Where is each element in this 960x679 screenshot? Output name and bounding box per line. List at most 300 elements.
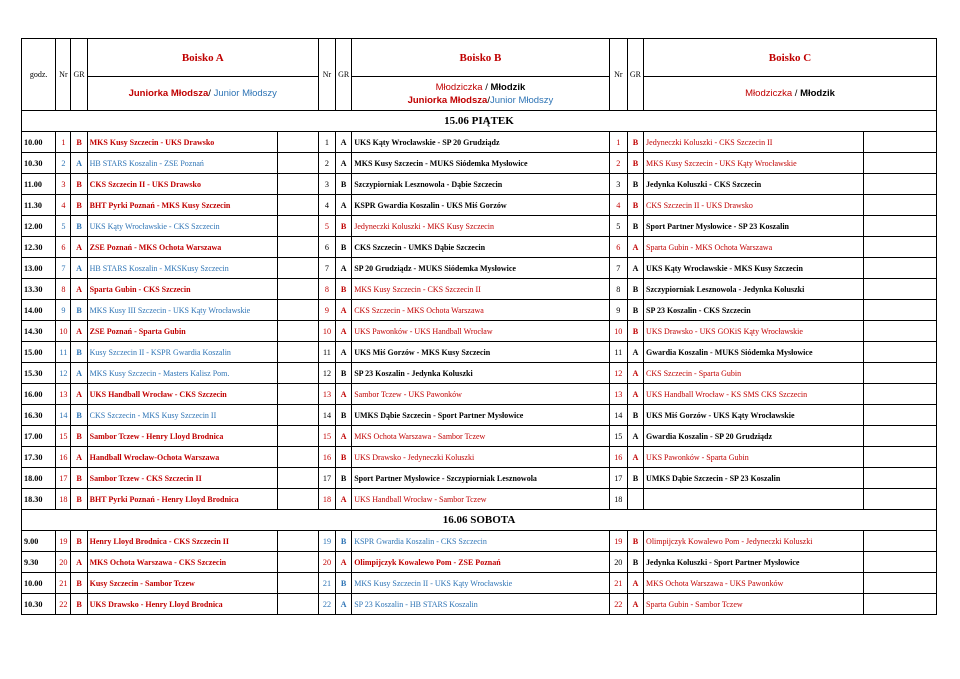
match-group: A xyxy=(336,300,352,321)
match-teams: Henry Lloyd Brodnica - CKS Szczecin II xyxy=(87,531,278,552)
match-teams: UKS Kąty Wrocławskie - CKS Szczecin xyxy=(87,216,278,237)
match-number: 10 xyxy=(318,321,335,342)
match-group: A xyxy=(627,258,643,279)
match-teams: SP 20 Grudziądz - MUKS Siódemka Mysłowice xyxy=(352,258,610,279)
result-cell xyxy=(864,594,937,615)
match-number: 4 xyxy=(56,195,71,216)
schedule-body xyxy=(22,39,937,615)
match-time: 18.00 xyxy=(22,468,56,489)
match-number: 17 xyxy=(609,468,627,489)
match-teams xyxy=(644,489,864,510)
result-cell xyxy=(278,447,318,468)
match-teams: Gwardia Koszalin - MUKS Siódemka Mysłowice xyxy=(644,342,864,363)
gr-column-header-b: GR xyxy=(336,39,352,111)
match-group: B xyxy=(71,426,87,447)
match-teams: Handball Wrocław-Ochota Warszawa xyxy=(87,447,278,468)
match-number: 10 xyxy=(609,321,627,342)
match-number: 8 xyxy=(56,279,71,300)
result-cell xyxy=(864,216,937,237)
match-group: A xyxy=(71,321,87,342)
result-cell xyxy=(278,321,318,342)
result-cell xyxy=(864,363,937,384)
match-group: B xyxy=(71,195,87,216)
match-teams: Szczypiorniak Lesznowola - Dąbie Szczecin xyxy=(352,174,610,195)
header-row-titles xyxy=(22,39,937,77)
match-row xyxy=(22,174,937,195)
match-teams: UKS Handball Wrocław - CKS Szczecin xyxy=(87,384,278,405)
match-group: A xyxy=(71,258,87,279)
match-group: B xyxy=(336,279,352,300)
category-label: / xyxy=(482,81,491,93)
category-line xyxy=(354,81,607,94)
match-time: 17.30 xyxy=(22,447,56,468)
result-cell xyxy=(278,573,318,594)
match-time: 12.30 xyxy=(22,237,56,258)
match-teams: HB STARS Koszalin - ZSE Poznań xyxy=(87,153,278,174)
category-label: Juniorka Młodsza xyxy=(128,88,209,99)
match-row xyxy=(22,300,937,321)
match-number: 22 xyxy=(609,594,627,615)
match-time: 10.00 xyxy=(22,573,56,594)
match-row xyxy=(22,594,937,615)
match-teams: ZSE Poznań - MKS Ochota Warszawa xyxy=(87,237,278,258)
match-number: 19 xyxy=(318,531,335,552)
match-teams: BHT Pyrki Poznań - MKS Kusy Szczecin xyxy=(87,195,278,216)
match-number: 16 xyxy=(318,447,335,468)
category-label: Juniorka Młodsza xyxy=(407,94,488,106)
match-group: B xyxy=(336,468,352,489)
match-teams: Sport Partner Mysłowice - Szczypiorniak Lesznowola xyxy=(352,468,610,489)
match-number: 17 xyxy=(56,468,71,489)
match-number: 6 xyxy=(56,237,71,258)
result-cell xyxy=(864,447,937,468)
time-column-header: godz. xyxy=(22,39,56,111)
match-time: 13.30 xyxy=(22,279,56,300)
match-teams: SP 23 Koszalin - Jedynka Koluszki xyxy=(352,363,610,384)
match-group: B xyxy=(71,468,87,489)
match-number: 5 xyxy=(318,216,335,237)
match-group: B xyxy=(627,300,643,321)
match-group: B xyxy=(627,153,643,174)
field-a-categories xyxy=(87,77,318,111)
match-row xyxy=(22,237,937,258)
match-number: 15 xyxy=(318,426,335,447)
match-teams: Sambor Tczew - Henry Lloyd Brodnica xyxy=(87,426,278,447)
match-row xyxy=(22,426,937,447)
match-number: 18 xyxy=(609,489,627,510)
match-teams: MKS Kusy Szczecin - UKS Kąty Wrocławskie xyxy=(644,153,864,174)
match-teams: Olimpijczyk Kowalewo Pom - Jedyneczki Koluszki xyxy=(644,531,864,552)
match-number: 3 xyxy=(318,174,335,195)
match-number: 6 xyxy=(609,237,627,258)
result-cell xyxy=(864,195,937,216)
match-number: 6 xyxy=(318,237,335,258)
match-number: 7 xyxy=(318,258,335,279)
match-teams: Kusy Szczecin II - KSPR Gwardia Koszalin xyxy=(87,342,278,363)
result-cell xyxy=(278,531,318,552)
match-teams: Jedyneczki Koluszki - CKS Szczecin II xyxy=(644,132,864,153)
match-group: A xyxy=(627,447,643,468)
match-group: B xyxy=(627,405,643,426)
result-cell xyxy=(278,153,318,174)
result-cell xyxy=(278,132,318,153)
result-cell xyxy=(864,573,937,594)
gr-column-header-c: GR xyxy=(627,39,643,111)
match-group: B xyxy=(71,405,87,426)
match-number: 10 xyxy=(56,321,71,342)
match-group: B xyxy=(627,216,643,237)
match-teams: MKS Kusy Szczecin - Masters Kalisz Pom. xyxy=(87,363,278,384)
result-cell xyxy=(864,153,937,174)
match-number: 2 xyxy=(318,153,335,174)
match-group: B xyxy=(71,573,87,594)
match-row xyxy=(22,489,937,510)
match-number: 7 xyxy=(609,258,627,279)
gr-column-header-a: GR xyxy=(71,39,87,111)
match-time: 10.30 xyxy=(22,153,56,174)
match-teams: HB STARS Koszalin - MKSKusy Szczecin xyxy=(87,258,278,279)
match-row xyxy=(22,132,937,153)
result-cell xyxy=(278,237,318,258)
match-group: A xyxy=(336,132,352,153)
category-label: Młodzik xyxy=(800,88,835,99)
match-teams: UKS Handball Wrocław - Sambor Tczew xyxy=(352,489,610,510)
match-group: A xyxy=(336,258,352,279)
result-cell xyxy=(278,174,318,195)
match-teams: UMKS Dąbie Szczecin - Sport Partner Mysłowice xyxy=(352,405,610,426)
result-cell xyxy=(278,426,318,447)
match-teams: CKS Szczecin II - UKS Drawsko xyxy=(87,174,278,195)
match-number: 18 xyxy=(56,489,71,510)
result-cell xyxy=(864,531,937,552)
match-group: B xyxy=(336,237,352,258)
match-group: B xyxy=(71,342,87,363)
match-number: 21 xyxy=(56,573,71,594)
match-teams: UKS Kąty Wrocławskie - MKS Kusy Szczecin xyxy=(644,258,864,279)
match-teams: Sambor Tczew - UKS Pawonków xyxy=(352,384,610,405)
match-number: 14 xyxy=(609,405,627,426)
match-time: 15.30 xyxy=(22,363,56,384)
match-group: A xyxy=(71,552,87,573)
match-teams: UKS Miś Gorzów - UKS Kąty Wrocławskie xyxy=(644,405,864,426)
result-cell xyxy=(864,237,937,258)
match-number: 15 xyxy=(609,426,627,447)
category-label: / xyxy=(208,88,214,99)
field-c-categories xyxy=(644,77,937,111)
match-time: 9.30 xyxy=(22,552,56,573)
match-number: 2 xyxy=(609,153,627,174)
result-cell xyxy=(864,342,937,363)
match-teams: UKS Drawsko - Henry Lloyd Brodnica xyxy=(87,594,278,615)
match-number: 20 xyxy=(56,552,71,573)
match-number: 8 xyxy=(318,279,335,300)
nr-column-header-b: Nr xyxy=(318,39,335,111)
match-row xyxy=(22,279,937,300)
match-teams: UKS Kąty Wrocławskie - SP 20 Grudziądz xyxy=(352,132,610,153)
match-teams: BHT Pyrki Poznań - Henry Lloyd Brodnica xyxy=(87,489,278,510)
match-row xyxy=(22,468,937,489)
result-cell xyxy=(278,195,318,216)
match-group: B xyxy=(336,573,352,594)
match-number: 16 xyxy=(609,447,627,468)
match-group: B xyxy=(71,531,87,552)
match-group: B xyxy=(627,531,643,552)
match-number: 14 xyxy=(56,405,71,426)
day-label: 16.06 SOBOTA xyxy=(22,510,937,531)
match-teams: Jedynka Koluszki - CKS Szczecin xyxy=(644,174,864,195)
match-number: 1 xyxy=(56,132,71,153)
category-label: Młodziczka xyxy=(745,88,793,99)
match-group: B xyxy=(336,447,352,468)
match-group: A xyxy=(627,594,643,615)
match-teams: CKS Szczecin - MKS Ochota Warszawa xyxy=(352,300,610,321)
match-group: B xyxy=(71,594,87,615)
match-number: 12 xyxy=(318,363,335,384)
match-group: B xyxy=(627,174,643,195)
match-group: B xyxy=(627,321,643,342)
match-teams: Sparta Gubin - CKS Szczecin xyxy=(87,279,278,300)
match-group: B xyxy=(336,531,352,552)
match-group: A xyxy=(336,384,352,405)
match-group: A xyxy=(336,552,352,573)
result-cell xyxy=(864,174,937,195)
result-cell xyxy=(864,489,937,510)
match-group: A xyxy=(336,153,352,174)
match-group: A xyxy=(336,594,352,615)
day-header-row xyxy=(22,111,937,132)
match-time: 14.30 xyxy=(22,321,56,342)
match-time: 17.00 xyxy=(22,426,56,447)
schedule-table xyxy=(21,38,937,615)
match-teams: UKS Drawsko - Jedyneczki Koluszki xyxy=(352,447,610,468)
match-group: A xyxy=(336,426,352,447)
match-time: 16.30 xyxy=(22,405,56,426)
match-teams: Kusy Szczecin - Sambor Tczew xyxy=(87,573,278,594)
match-number: 11 xyxy=(609,342,627,363)
category-label: / xyxy=(792,88,801,99)
result-cell xyxy=(864,258,937,279)
match-number: 9 xyxy=(318,300,335,321)
match-teams: Sambor Tczew - CKS Szczecin II xyxy=(87,468,278,489)
day-label: 15.06 PIĄTEK xyxy=(22,111,937,132)
match-row xyxy=(22,321,937,342)
match-group: B xyxy=(336,174,352,195)
field-c-title: Boisko C xyxy=(644,39,937,77)
match-teams: UMKS Dąbie Szczecin - SP 23 Koszalin xyxy=(644,468,864,489)
category-line xyxy=(646,87,934,100)
result-cell xyxy=(278,216,318,237)
match-group: A xyxy=(627,363,643,384)
match-row xyxy=(22,531,937,552)
match-group: A xyxy=(336,321,352,342)
match-teams: Szczypiorniak Lesznowola - Jedynka Koluszki xyxy=(644,279,864,300)
nr-column-header-a: Nr xyxy=(56,39,71,111)
match-teams: Sparta Gubin - MKS Ochota Warszawa xyxy=(644,237,864,258)
match-number: 4 xyxy=(318,195,335,216)
header-row-categories xyxy=(22,77,937,111)
match-number: 21 xyxy=(609,573,627,594)
match-group: A xyxy=(71,447,87,468)
match-row xyxy=(22,153,937,174)
result-cell xyxy=(278,405,318,426)
match-teams: CKS Szczecin - MKS Kusy Szczecin II xyxy=(87,405,278,426)
match-group: A xyxy=(71,237,87,258)
match-time: 12.00 xyxy=(22,216,56,237)
match-row xyxy=(22,552,937,573)
match-teams: MKS Ochota Warszawa - CKS Szczecin xyxy=(87,552,278,573)
match-number: 1 xyxy=(609,132,627,153)
match-number: 11 xyxy=(56,342,71,363)
match-number: 3 xyxy=(609,174,627,195)
match-time: 15.00 xyxy=(22,342,56,363)
match-group: A xyxy=(627,237,643,258)
match-group: B xyxy=(336,405,352,426)
match-number: 12 xyxy=(609,363,627,384)
result-cell xyxy=(278,489,318,510)
match-number: 2 xyxy=(56,153,71,174)
match-teams: MKS Kusy Szczecin - CKS Szczecin II xyxy=(352,279,610,300)
match-group: A xyxy=(71,279,87,300)
match-group: B xyxy=(71,132,87,153)
nr-column-header-c: Nr xyxy=(609,39,627,111)
match-group: A xyxy=(336,489,352,510)
match-number: 9 xyxy=(56,300,71,321)
match-number: 13 xyxy=(318,384,335,405)
match-time: 11.00 xyxy=(22,174,56,195)
result-cell xyxy=(278,594,318,615)
match-group: A xyxy=(71,363,87,384)
match-group: B xyxy=(71,174,87,195)
category-line xyxy=(90,87,316,100)
result-cell xyxy=(864,279,937,300)
match-teams: KSPR Gwardia Koszalin - UKS Miś Gorzów xyxy=(352,195,610,216)
match-number: 18 xyxy=(318,489,335,510)
match-group: B xyxy=(627,279,643,300)
match-teams: UKS Pawonków - Sparta Gubin xyxy=(644,447,864,468)
match-group: A xyxy=(71,153,87,174)
match-group: B xyxy=(71,216,87,237)
match-row xyxy=(22,195,937,216)
match-teams: MKS Ochota Warszawa - UKS Pawonków xyxy=(644,573,864,594)
match-teams: UKS Pawonków - UKS Handball Wrocław xyxy=(352,321,610,342)
match-number: 9 xyxy=(609,300,627,321)
field-b-title: Boisko B xyxy=(352,39,610,77)
match-time: 16.00 xyxy=(22,384,56,405)
result-cell xyxy=(864,405,937,426)
match-number: 13 xyxy=(56,384,71,405)
match-number: 12 xyxy=(56,363,71,384)
match-row xyxy=(22,258,937,279)
result-cell xyxy=(278,279,318,300)
match-number: 21 xyxy=(318,573,335,594)
match-group: B xyxy=(627,468,643,489)
match-time: 18.30 xyxy=(22,489,56,510)
match-row xyxy=(22,342,937,363)
match-teams: Jedyneczki Koluszki - MKS Kusy Szczecin xyxy=(352,216,610,237)
match-teams: Sport Partner Mysłowice - SP 23 Koszalin xyxy=(644,216,864,237)
match-row xyxy=(22,363,937,384)
result-cell xyxy=(864,468,937,489)
match-teams: Sparta Gubin - Sambor Tczew xyxy=(644,594,864,615)
result-cell xyxy=(864,384,937,405)
match-row xyxy=(22,447,937,468)
result-cell xyxy=(278,363,318,384)
category-line xyxy=(354,94,607,107)
match-number: 16 xyxy=(56,447,71,468)
match-teams: Jedynka Koluszki - Sport Partner Mysłowice xyxy=(644,552,864,573)
match-time: 14.00 xyxy=(22,300,56,321)
match-teams: MKS Kusy Szczecin - MUKS Siódemka Mysłowice xyxy=(352,153,610,174)
match-teams: CKS Szczecin - Sparta Gubin xyxy=(644,363,864,384)
match-group xyxy=(627,489,643,510)
match-number: 20 xyxy=(318,552,335,573)
result-cell xyxy=(278,342,318,363)
match-group: B xyxy=(336,363,352,384)
result-cell xyxy=(864,321,937,342)
result-cell xyxy=(864,300,937,321)
match-teams: CKS Szczecin II - UKS Drawsko xyxy=(644,195,864,216)
match-group: B xyxy=(627,195,643,216)
match-teams: Gwardia Koszalin - SP 20 Grudziądz xyxy=(644,426,864,447)
match-number: 1 xyxy=(318,132,335,153)
category-label: Młodzik xyxy=(490,81,526,93)
result-cell xyxy=(864,132,937,153)
result-cell xyxy=(278,552,318,573)
category-label: / xyxy=(487,94,490,106)
match-number: 4 xyxy=(609,195,627,216)
match-number: 5 xyxy=(56,216,71,237)
match-number: 14 xyxy=(318,405,335,426)
match-number: 20 xyxy=(609,552,627,573)
match-teams: MKS Kusy III Szczecin - UKS Kąty Wrocławskie xyxy=(87,300,278,321)
match-number: 22 xyxy=(318,594,335,615)
category-label: Junior Młodszy xyxy=(213,88,277,99)
match-teams: SP 23 Koszalin - CKS Szczecin xyxy=(644,300,864,321)
result-cell xyxy=(278,300,318,321)
match-number: 19 xyxy=(56,531,71,552)
match-group: B xyxy=(336,216,352,237)
match-number: 3 xyxy=(56,174,71,195)
category-label: Młodziczka xyxy=(435,81,483,93)
match-group: B xyxy=(627,132,643,153)
match-time: 13.00 xyxy=(22,258,56,279)
match-teams: UKS Miś Gorzów - MKS Kusy Szczecin xyxy=(352,342,610,363)
match-group: B xyxy=(627,552,643,573)
match-teams: KSPR Gwardia Koszalin - CKS Szczecin xyxy=(352,531,610,552)
match-teams: UKS Drawsko - UKS GOKiS Kąty Wrocławskie xyxy=(644,321,864,342)
match-teams: MKS Kusy Szczecin - UKS Drawsko xyxy=(87,132,278,153)
match-row xyxy=(22,405,937,426)
field-b-categories xyxy=(352,77,610,111)
match-group: A xyxy=(627,342,643,363)
match-number: 7 xyxy=(56,258,71,279)
category-label: Junior Młodszy xyxy=(489,94,554,106)
match-number: 11 xyxy=(318,342,335,363)
match-group: A xyxy=(71,384,87,405)
match-group: B xyxy=(71,300,87,321)
match-row xyxy=(22,216,937,237)
match-number: 13 xyxy=(609,384,627,405)
match-row xyxy=(22,384,937,405)
match-time: 11.30 xyxy=(22,195,56,216)
match-number: 22 xyxy=(56,594,71,615)
field-a-title: Boisko A xyxy=(87,39,318,77)
match-teams: MKS Kusy Szczecin II - UKS Kąty Wrocławskie xyxy=(352,573,610,594)
day-header-row xyxy=(22,510,937,531)
result-cell xyxy=(864,552,937,573)
result-cell xyxy=(278,468,318,489)
match-teams: ZSE Poznań - Sparta Gubin xyxy=(87,321,278,342)
